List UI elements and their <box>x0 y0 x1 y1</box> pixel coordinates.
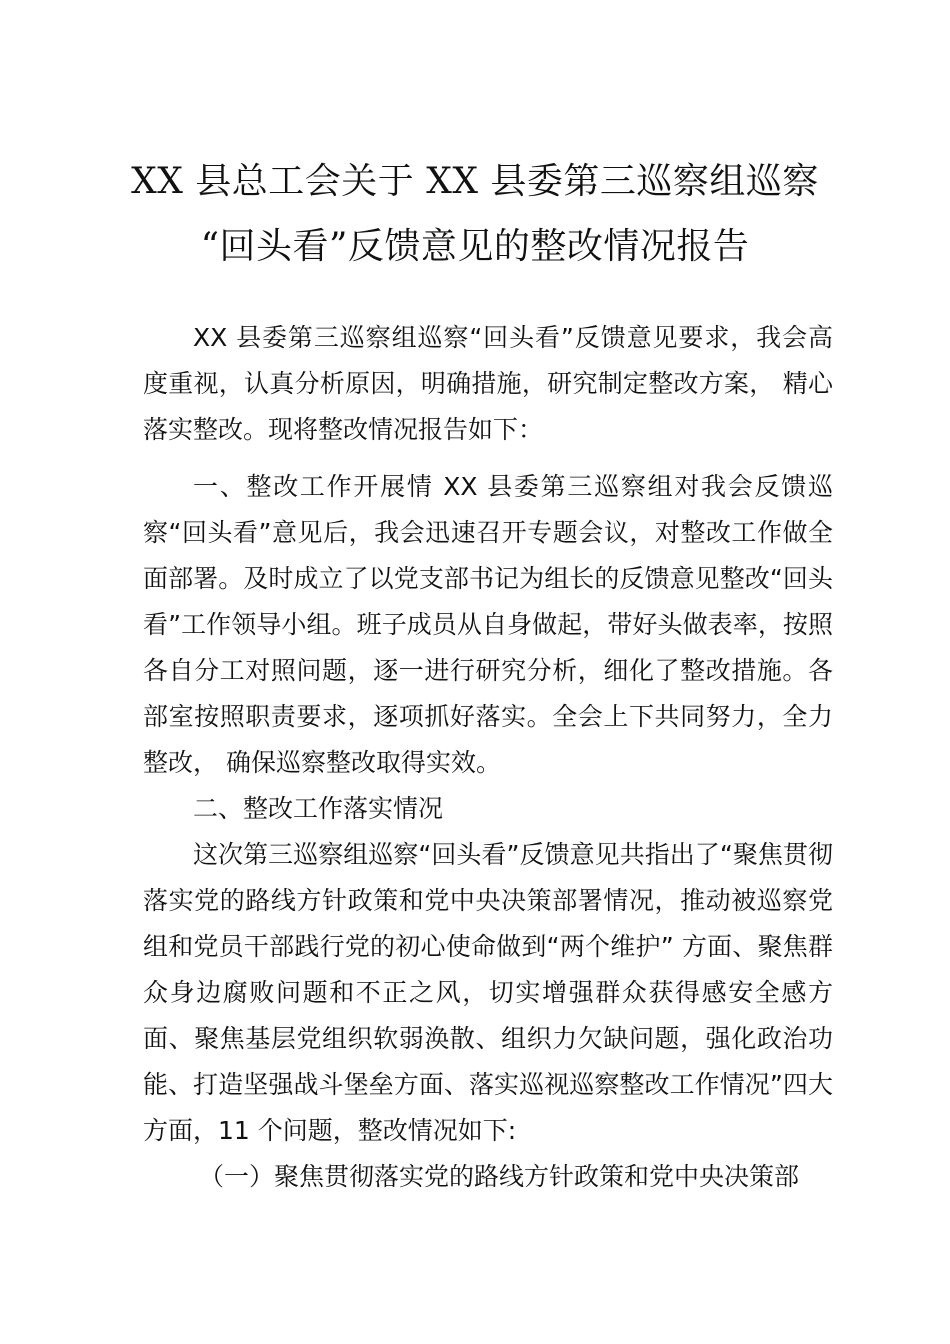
paragraph-section-2: 这次第三巡察组巡察“回头看”反馈意见共指出了“聚焦贯彻落实党的路线方针政策和党中央决策部署情况，推动被巡察党组和党员干部践行党的初心使命做到“两个维护” 方面、聚焦群众身边腐败问题和不正之风，切实增强群众获得感安全感方面、聚焦基层党组织软弱涣散、组织力欠缺问题，强化政治功能、打造坚强战斗堡垒方面、落实巡视巡察整改工作情况”四大方面，11 个问题，整改情况如下: <box>143 840 833 1145</box>
paragraph-section-1: 一、整改工作开展情 XX 县委第三巡察组对我会反馈巡察“回头看”意见后，我会迅速召开专题会议，对整改工作做全面部署。及时成立了以党支部书记为组长的反馈意见整改“回头看”工作领导小组。班子成员从自身做起，带好头做表率，按照各自分工对照问题，逐一进行研究分析，细化了整改措施。各部室按照职责要求，逐项抓好落实。全会上下共同努力，全力整改， 确保巡察整改取得实效。 <box>143 472 833 777</box>
document-title-line-1: XX 县总工会关于 XX 县委第三巡察组巡察 <box>131 161 819 202</box>
document-title-line-2: “回头看”反馈意见的整改情况报告 <box>200 226 750 267</box>
paragraph-intro: XX 县委第三巡察组巡察“回头看”反馈意见要求，我会高度重视，认真分析原因，明确措施，研究制定整改方案， 精心落实整改。现将整改情况报告如下： <box>143 323 833 444</box>
section-heading-2: 二、整改工作落实情况 <box>193 794 444 823</box>
subsection-heading-1: （一）聚焦贯彻落实党的路线方针政策和党中央决策部 <box>199 1162 800 1191</box>
